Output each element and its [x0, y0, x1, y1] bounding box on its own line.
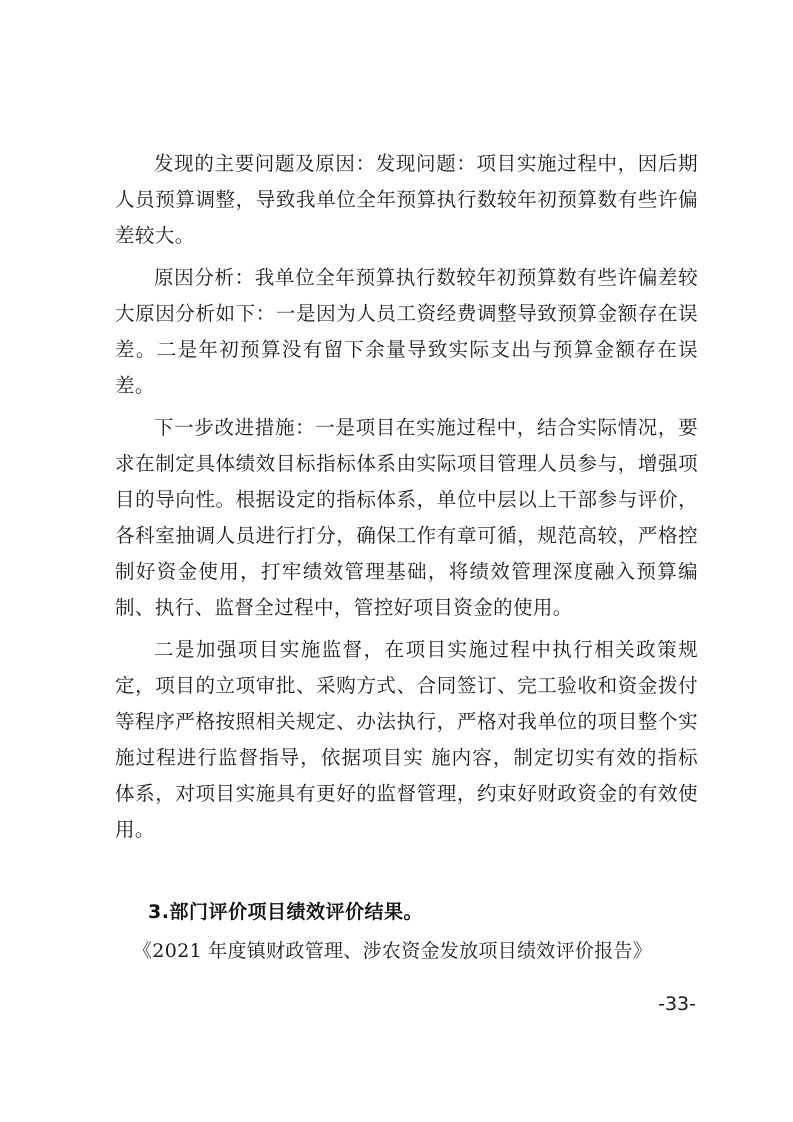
section-heading: 3.部门评价项目绩效评价结果。 [148, 901, 423, 923]
paragraph-improvement-measures: 下一步改进措施：一是项目在实施过程中，结合实际情况，要求在制定具体绩效目标指标体系由实际项目管理人员参与，增强项目的导向性。根据设定的指标体系，单位中层以上干部参与评价，各科室抽调人员进行打分，确保工作有章可循，规范高较，严格控制好资金使用，打牢绩效管理基础，将绩效管理深度融入预算编制、执行、监督全过程中，管控好项目资金的使用。 [115, 416, 698, 619]
report-title: 《2021 年度镇财政管理、涉农资金发放项目绩效评价报告》 [133, 940, 653, 962]
page-number: -33- [658, 993, 696, 1015]
paragraph-problems: 发现的主要问题及原因：发现问题：项目实施过程中，因后期人员预算调整，导致我单位全年预算执行数较年初预算数有些许偏差较大。 [115, 152, 698, 247]
paragraph-supervision: 二是加强项目实施监督，在项目实施过程中执行相关政策规定，项目的立项审批、采购方式、合同签订、完工验收和资金拨付等程序严格按照相关规定、办法执行，严格对我单位的项目整个实施过程进行监督指导，依据项目实 施内容，制定切实有效的指标体系，对项目实施具有更好的监督管理，约束好财政资金的有效使用。 [115, 638, 698, 841]
paragraph-cause-analysis: 原因分析：我单位全年预算执行数较年初预算数有些许偏差较大原因分析如下：一是因为人员工资经费调整导致预算金额存在误差。二是年初预算没有留下余量导致实际支出与预算金额存在误差。 [115, 266, 698, 397]
body-text [115, 146, 698, 848]
